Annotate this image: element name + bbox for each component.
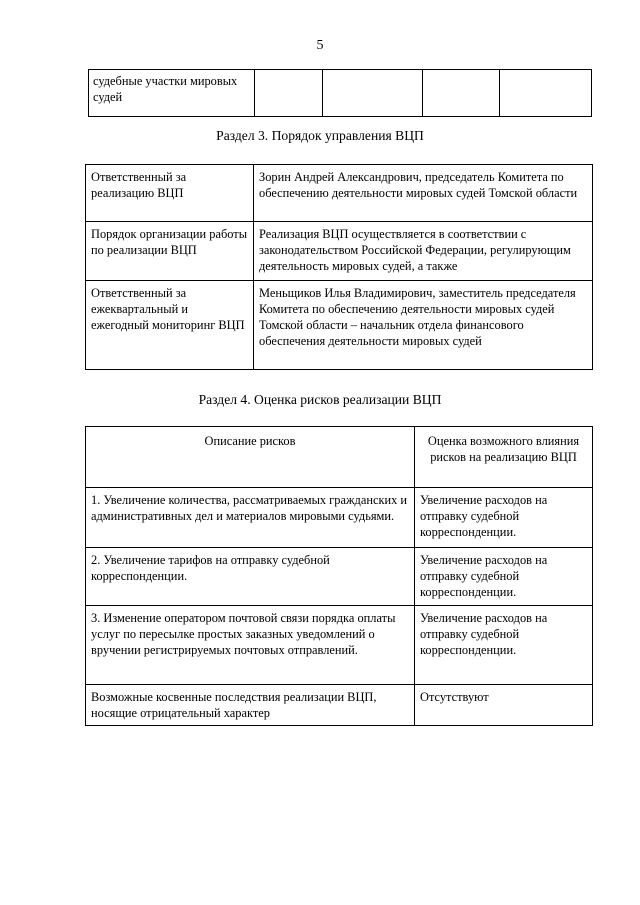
table-row <box>86 165 593 222</box>
risk-description: 2. Увеличение тарифов на отправку судебной корреспонденции. <box>86 548 415 606</box>
page-number: 5 <box>316 38 324 53</box>
table-row <box>86 222 593 281</box>
table-row <box>86 488 593 548</box>
row-label: Порядок организации работы по реализации ВЦП <box>86 222 254 281</box>
risk-description: 1. Увеличение количества, рассматриваемых гражданских и административных дел и материалов мировыми судьями. <box>86 488 415 548</box>
table-row <box>86 685 593 726</box>
table-row <box>89 70 592 117</box>
table-row <box>86 281 593 370</box>
risk-table <box>85 426 593 726</box>
risk-description: Возможные косвенные последствия реализации ВЦП, носящие отрицательный характер <box>86 685 415 726</box>
row-value: Зорин Андрей Александрович, председатель Комитета по обеспечению деятельности мировых судей Томской области <box>254 165 593 222</box>
empty-cell <box>500 70 592 117</box>
risk-impact: Увеличение расходов на отправку судебной корреспонденции. <box>415 488 593 548</box>
section-3-title: Раздел 3. Порядок управления ВЦП <box>216 128 424 143</box>
row-value: Меньщиков Илья Владимирович, заместитель председателя Комитета по обеспечению деятельности мировых судей Томской области – начальник отдела финансового обеспечения деятельности мировых судей <box>254 281 593 370</box>
budget-table-continuation <box>88 69 592 117</box>
row-label: Ответственный за реализацию ВЦП <box>86 165 254 222</box>
table-row <box>86 606 593 685</box>
row-value: Реализация ВЦП осуществляется в соответствии с законодательством Российской Федерации, регулирующим деятельность мировых судей, а также <box>254 222 593 281</box>
table-header-row <box>86 427 593 488</box>
risk-description: 3. Изменение оператором почтовой связи порядка оплаты услуг по пересылке простых заказных уведомлений о вручении регистрируемых почтовых отправлений. <box>86 606 415 685</box>
header-risk-impact: Оценка возможного влияния рисков на реализацию ВЦП <box>415 427 593 488</box>
risk-impact: Увеличение расходов на отправку судебной корреспонденции. <box>415 606 593 685</box>
risk-impact: Отсутствуют <box>415 685 593 726</box>
risk-impact: Увеличение расходов на отправку судебной корреспонденции. <box>415 548 593 606</box>
section-4-title: Раздел 4. Оценка рисков реализации ВЦП <box>198 392 442 407</box>
row-label: судебные участки мировых судей <box>89 70 255 117</box>
header-risk-description: Описание рисков <box>86 427 415 488</box>
table-row <box>86 548 593 606</box>
row-label: Ответственный за ежеквартальный и ежегодный мониторинг ВЦП <box>86 281 254 370</box>
empty-cell <box>423 70 500 117</box>
empty-cell <box>323 70 423 117</box>
empty-cell <box>255 70 323 117</box>
management-table <box>85 164 593 370</box>
